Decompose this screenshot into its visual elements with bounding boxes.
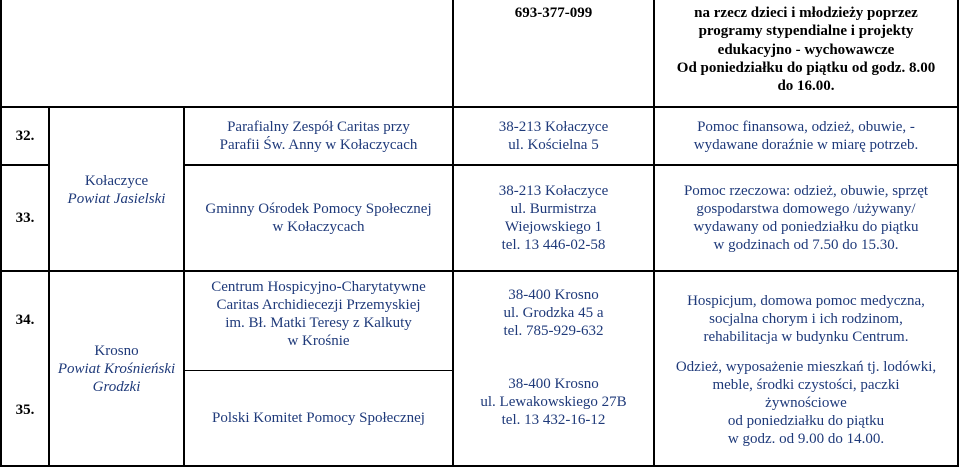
- org-line: Parafii Św. Anny w Kołaczycach: [219, 137, 418, 153]
- desc-line: żywnościowe: [765, 395, 847, 411]
- addr-line: tel. 13 432-16-12: [501, 412, 606, 428]
- desc-line: programy stypendialne i projekty: [698, 23, 914, 40]
- org-line: Parafialny Zespół Caritas przy: [227, 119, 410, 135]
- org-line: Caritas Archidiecezji Przemyskiej: [216, 297, 421, 313]
- org-line: Polski Komitet Pomocy Społecznej: [212, 410, 425, 426]
- row-number: [2, 390, 48, 430]
- addr-line: ul. Burmistrza: [510, 201, 597, 217]
- top-description: [655, 4, 957, 104]
- organization: [185, 166, 452, 270]
- row-number-text: 34.: [15, 312, 35, 328]
- addr-line: tel. 785-929-632: [503, 323, 604, 339]
- location-powiat: Powiat Jasielski: [67, 191, 166, 207]
- addr-line: Wiejowskiego 1: [504, 219, 603, 235]
- location-name: Kołaczyce: [84, 173, 149, 189]
- org-line: Centrum Hospicyjno-Charytatywne: [211, 279, 426, 295]
- addr-line: 38-213 Kołaczyce: [498, 119, 609, 135]
- organization: [185, 371, 452, 465]
- row-number-text: 33.: [15, 210, 35, 226]
- description: [655, 166, 957, 270]
- location-powiat: Powiat Krośnieński: [57, 360, 176, 377]
- desc-line: gospodarstwa domowego /używany/: [696, 201, 916, 217]
- address: [454, 108, 653, 164]
- organization: [185, 108, 452, 164]
- desc-line: edukacyjno - wychowawcze: [717, 41, 895, 58]
- addr-line: 38-213 Kołaczyce: [498, 183, 609, 199]
- desc-line: Od poniedziałku do piątku od godz. 8.00: [676, 59, 936, 76]
- desc-line: w godz. od 9.00 do 14.00.: [727, 431, 885, 447]
- description: [655, 108, 957, 164]
- desc-line: meble, środki czystości, paczki: [712, 377, 900, 393]
- location-name: Krosno: [94, 342, 139, 359]
- desc-line: do 16.00.: [777, 78, 835, 95]
- row-number-text: 35.: [15, 402, 35, 418]
- desc-line: od poniedziałku do piątku: [727, 413, 885, 429]
- desc-line: wydawany od poniedziałku do piątku: [693, 219, 919, 235]
- desc-line: rehabilitacja w budynku Centrum.: [703, 329, 909, 345]
- addr-line: ul. Lewakowskiego 27B: [480, 394, 627, 410]
- org-line: w Kołaczycach: [272, 219, 365, 235]
- desc-line: Hospicjum, domowa pomoc medyczna,: [687, 293, 925, 309]
- row-number: [2, 166, 48, 270]
- addr-line: ul. Kościelna 5: [508, 137, 599, 153]
- address: [454, 166, 653, 270]
- location: [50, 108, 183, 270]
- org-line: Gminny Ośrodek Pomocy Społecznej: [205, 201, 432, 217]
- description: [655, 358, 957, 453]
- top-phone: [454, 0, 653, 26]
- desc-line: Pomoc rzeczowa: odzież, obuwie, sprzęt: [683, 183, 929, 199]
- row-number-text: 32.: [15, 128, 35, 144]
- addr-line: tel. 13 446-02-58: [501, 237, 606, 253]
- desc-line: Pomoc finansowa, odzież, obuwie, -: [697, 119, 915, 135]
- address: [454, 286, 653, 346]
- desc-line: Odzież, wyposażenie mieszkań tj. lodówki,: [675, 359, 937, 375]
- desc-line: na rzecz dzieci i młodzieży poprzez: [694, 5, 918, 21]
- address: [454, 375, 653, 435]
- description: [655, 292, 957, 352]
- desc-line: socjalna chorym i ich rodzinom,: [709, 311, 903, 327]
- org-line: im. Bł. Matki Teresy z Kalkuty: [225, 315, 412, 331]
- location: [50, 272, 183, 465]
- desc-line: wydawane doraźnie w miarę potrzeb.: [693, 137, 919, 153]
- phone-text: 693-377-099: [514, 5, 593, 21]
- org-line: w Krośnie: [287, 333, 350, 349]
- addr-line: 38-400 Krosno: [508, 376, 599, 392]
- row-number: [2, 300, 48, 340]
- addr-line: 38-400 Krosno: [508, 287, 599, 303]
- desc-line: w godzinach od 7.50 do 15.30.: [713, 237, 899, 253]
- addr-line: ul. Grodzka 45 a: [503, 305, 604, 321]
- location-grodzki: Grodzki: [92, 378, 141, 395]
- row-number: [2, 108, 48, 164]
- organization: [185, 278, 452, 358]
